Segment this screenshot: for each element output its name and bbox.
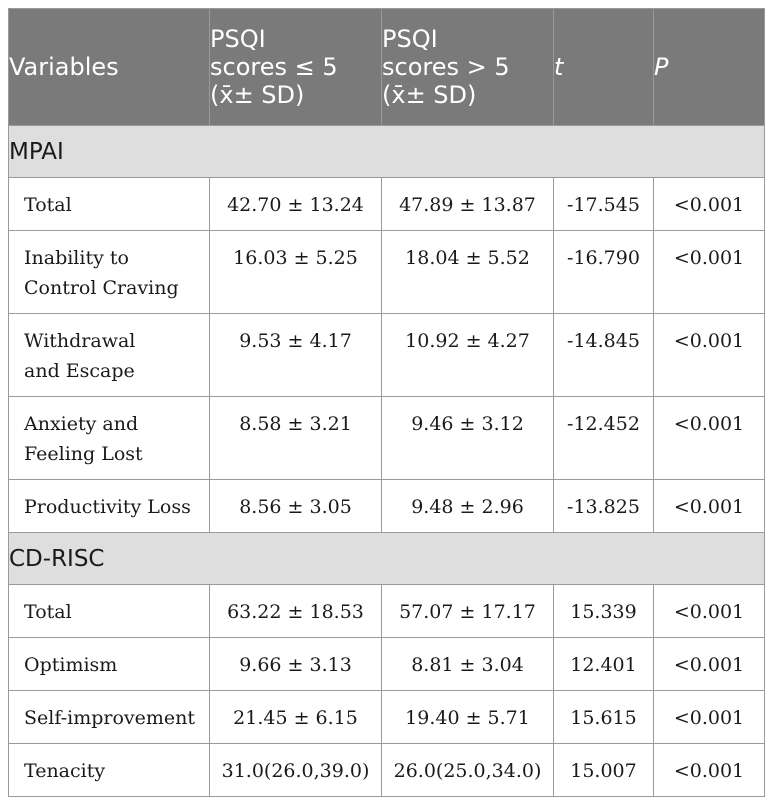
table-row (9, 691, 765, 744)
low-psqi-cell: 9.66 ± 3.13 (210, 638, 382, 691)
table-row (9, 744, 765, 797)
section-row-mpai (9, 126, 765, 178)
section-title: MPAI (9, 126, 765, 178)
high-psqi-cell: 9.48 ± 2.96 (382, 480, 554, 533)
variable-cell: Inability to Control Craving (9, 231, 210, 314)
table-row (9, 585, 765, 638)
p-cell: <0.001 (654, 397, 765, 480)
table-row (9, 397, 765, 480)
section-title: CD-RISC (9, 533, 765, 585)
t-cell: 15.007 (554, 744, 654, 797)
t-cell: 15.615 (554, 691, 654, 744)
table-row (9, 638, 765, 691)
p-cell: <0.001 (654, 314, 765, 397)
header-psqi-high: PSQI scores > 5 (x̄± SD) (382, 9, 554, 126)
t-cell: 12.401 (554, 638, 654, 691)
table-row (9, 480, 765, 533)
high-psqi-cell: 57.07 ± 17.17 (382, 585, 554, 638)
low-psqi-cell: 63.22 ± 18.53 (210, 585, 382, 638)
t-cell: -16.790 (554, 231, 654, 314)
high-psqi-cell: 10.92 ± 4.27 (382, 314, 554, 397)
low-psqi-cell: 9.53 ± 4.17 (210, 314, 382, 397)
header-variables: Variables (9, 9, 210, 126)
p-cell: <0.001 (654, 585, 765, 638)
header-p: P (654, 9, 765, 126)
variable-cell: Total (9, 585, 210, 638)
high-psqi-cell: 47.89 ± 13.87 (382, 178, 554, 231)
low-psqi-cell: 42.70 ± 13.24 (210, 178, 382, 231)
t-cell: -14.845 (554, 314, 654, 397)
t-cell: -12.452 (554, 397, 654, 480)
t-cell: -13.825 (554, 480, 654, 533)
table-row (9, 314, 765, 397)
variable-cell: Tenacity (9, 744, 210, 797)
variable-cell: Anxiety and Feeling Lost (9, 397, 210, 480)
p-cell: <0.001 (654, 178, 765, 231)
section-row-cd-risc (9, 533, 765, 585)
low-psqi-cell: 8.56 ± 3.05 (210, 480, 382, 533)
variable-cell: Optimism (9, 638, 210, 691)
table-row (9, 231, 765, 314)
high-psqi-cell: 18.04 ± 5.52 (382, 231, 554, 314)
high-psqi-cell: 26.0(25.0,34.0) (382, 744, 554, 797)
variable-cell: Total (9, 178, 210, 231)
variable-cell: Productivity Loss (9, 480, 210, 533)
variable-cell: Self-improvement (9, 691, 210, 744)
header-t: t (554, 9, 654, 126)
p-cell: <0.001 (654, 231, 765, 314)
table-row (9, 178, 765, 231)
high-psqi-cell: 8.81 ± 3.04 (382, 638, 554, 691)
high-psqi-cell: 19.40 ± 5.71 (382, 691, 554, 744)
p-cell: <0.001 (654, 638, 765, 691)
low-psqi-cell: 16.03 ± 5.25 (210, 231, 382, 314)
high-psqi-cell: 9.46 ± 3.12 (382, 397, 554, 480)
t-cell: 15.339 (554, 585, 654, 638)
low-psqi-cell: 31.0(26.0,39.0) (210, 744, 382, 797)
low-psqi-cell: 8.58 ± 3.21 (210, 397, 382, 480)
header-psqi-low: PSQI scores ≤ 5 (x̄± SD) (210, 9, 382, 126)
p-cell: <0.001 (654, 691, 765, 744)
t-cell: -17.545 (554, 178, 654, 231)
header-row (9, 9, 765, 126)
variable-cell: Withdrawal and Escape (9, 314, 210, 397)
p-cell: <0.001 (654, 480, 765, 533)
results-table (8, 8, 765, 797)
low-psqi-cell: 21.45 ± 6.15 (210, 691, 382, 744)
p-cell: <0.001 (654, 744, 765, 797)
